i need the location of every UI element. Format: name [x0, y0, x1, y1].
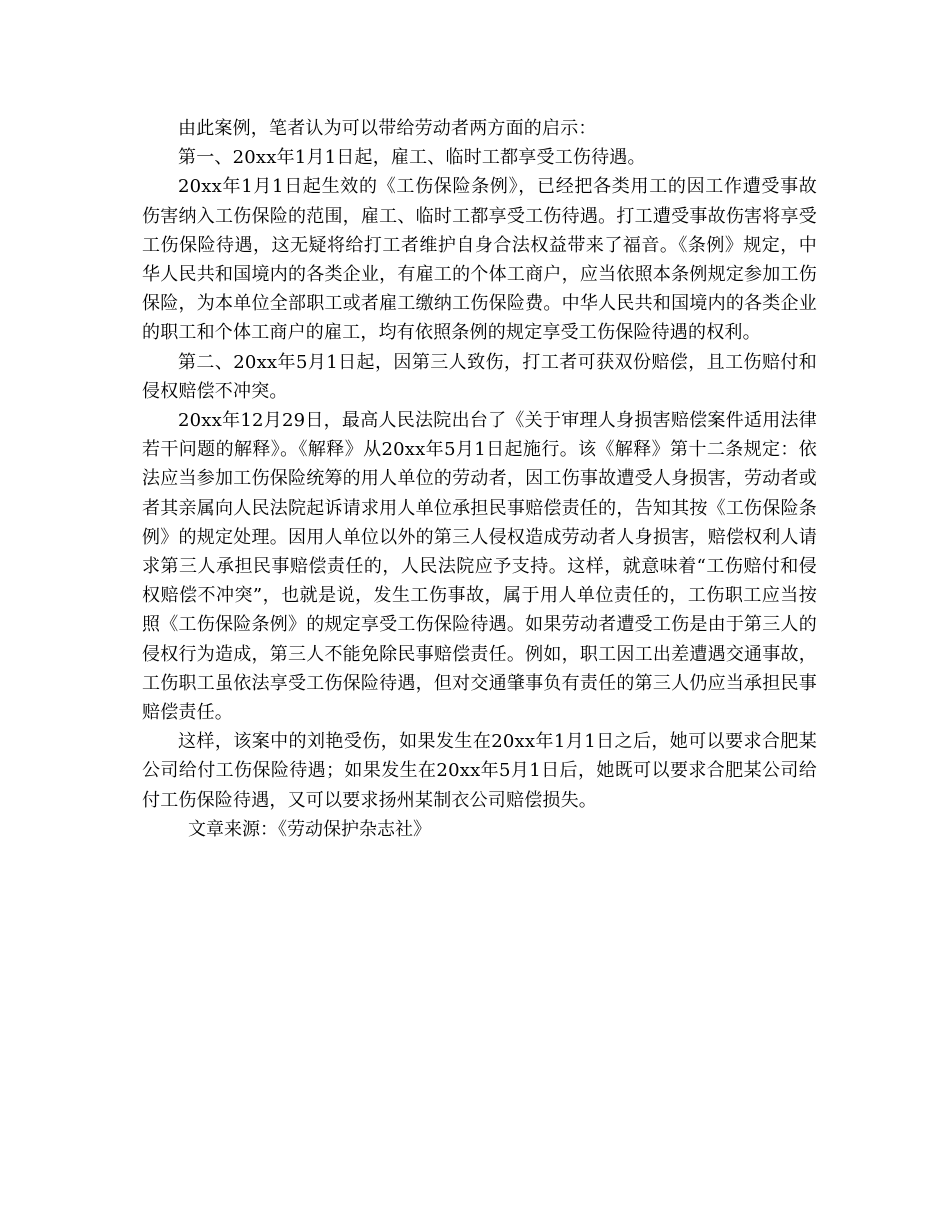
paragraph-intro: 由此案例，笔者认为可以带给劳动者两方面的启示： — [178, 118, 597, 139]
paragraph-point-one-heading: 第一、20xx年1月1日起，雇工、临时工都享受工伤待遇。 — [178, 147, 646, 169]
paragraph-point-two-body: 20xx年12月29日，最高人民法院出台了《关于审理人身损害赔偿案件适用法律若干问题的解释》。《解释》从20xx年5月1日起施行。该《解释》第十二条规定：依法应当参加工伤保险统筹的用人单位的劳动者，因工伤事故遭受人身损害，劳动者或者其亲属向人民法院起诉请求用人单位承担民事赔偿责任的，告知其按《工伤保险条例》的规定处理。因用人单位以外的第三人侵权造成劳动者人身损害，赔偿权利人请求第三人承担民事赔偿责任的，人民法院应予支持。这样，就意味着“工伤赔付和侵权赔偿不冲突”，也就是说，发生工伤事故，属于用人单位责任的，工伤职工应当按照《工伤保险条例》的规定享受工伤保险待遇。如果劳动者遭受工伤是由于第三人的侵权行为造成，第三人不能免除民事赔偿责任。例如，职工因工出差遭遇交通事故，工伤职工虽依法享受工伤保险待遇，但对交通肇事负有责任的第三人仍应当承担民事赔偿责任。 — [142, 410, 817, 724]
article-source: 文章来源：《劳动保护杂志社》 — [188, 818, 431, 840]
paragraph-point-two-heading: 第二、20xx年5月1日起，因第三人致伤，打工者可获双份赔偿，且工伤赔付和侵权赔偿不冲突。 — [142, 351, 817, 402]
paragraph-point-one-body: 20xx年1月1日起生效的《工伤保险条例》，已经把各类用工的因工作遭受事故伤害纳入工伤保险的范围，雇工、临时工都享受工伤待遇。打工遭受事故伤害将享受工伤保险待遇，这无疑将给打工者维护自身合法权益带来了福音。《条例》规定，中华人民共和国境内的各类企业，有雇工的个体工商户，应当依照本条例规定参加工伤保险，为本单位全部职工或者雇工缴纳工伤保险费。中华人民共和国境内的各类企业的职工和个体工商户的雇工，均有依照条例的规定享受工伤保险待遇的权利。 — [142, 176, 817, 344]
paragraph-conclusion: 这样，该案中的刘艳受伤，如果发生在20xx年1月1日之后，她可以要求合肥某公司给付工伤保险待遇；如果发生在20xx年5月1日后，她既可以要求合肥某公司给付工伤保险待遇，又可以要求扬州某制衣公司赔偿损失。 — [142, 731, 817, 811]
document-body — [142, 114, 817, 844]
